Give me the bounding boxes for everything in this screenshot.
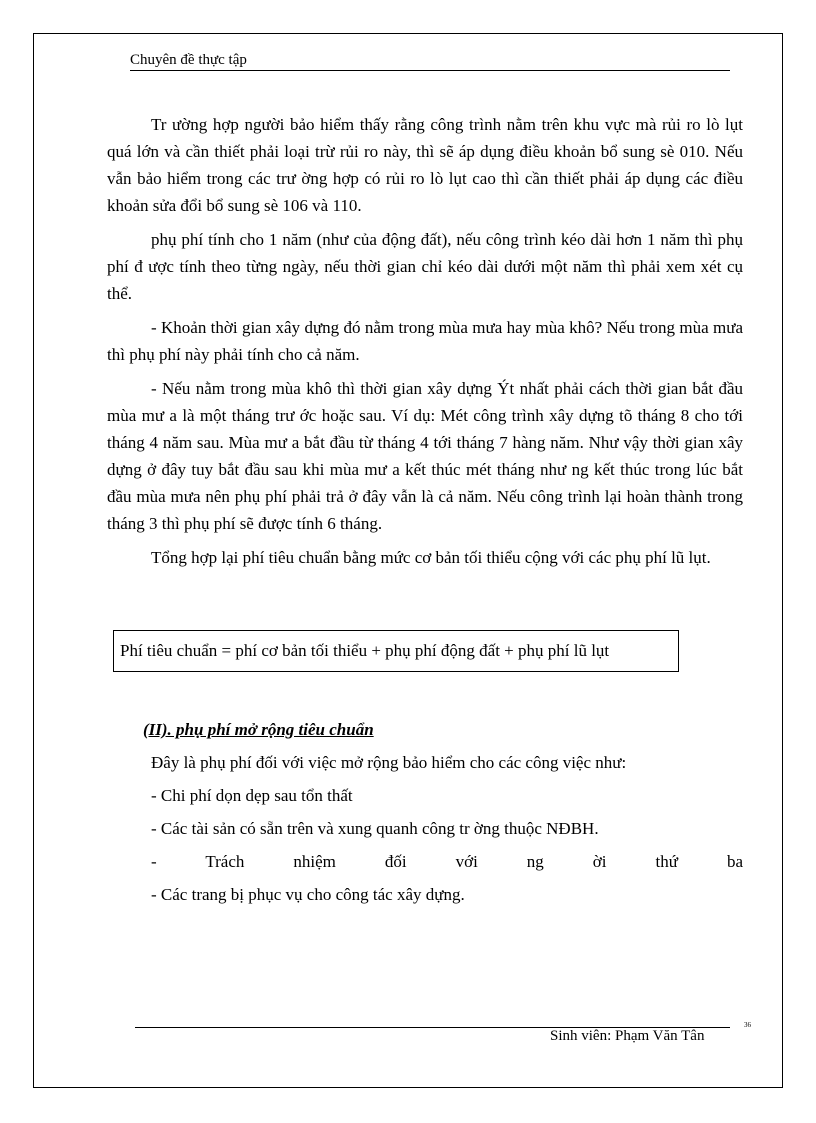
main-text — [107, 111, 743, 578]
extension-section — [143, 716, 743, 914]
paragraph-dry-season: - Nếu nằm trong mùa khô thì thời gian xây dựng Ýt nhất phải cách thời gian bắt đầu mùa mư a là một tháng trư ớc hoặc sau. Ví dụ: Mét công trình xây dựng tõ tháng 8 cho tới tháng 4 năm sau. Mùa mư a bắt đầu từ tháng 4 tới tháng 7 hàng năm. Như vậy thời gian xây dựng ở đây tuy bắt đầu sau khi mùa mư a kết thúc mét tháng như ng kết thúc trong lúc bắt đầu mùa mưa nên phụ phí phải trả ở đây vẫn là cả năm. Nếu công trình lại hoàn thành trong tháng 3 thì phụ phí sẽ được tính 6 tháng. — [107, 379, 743, 533]
section-title: (II). phụ phí mở rộng tiêu chuẩn — [143, 720, 374, 739]
formula-box: Phí tiêu chuẩn = phí cơ bản tối thiểu + phụ phí động đất + phụ phí lũ lụt — [113, 630, 679, 672]
list-item: - Các tài sản có sẵn trên và xung quanh công tr ờng thuộc NĐBH. — [151, 819, 599, 838]
paragraph-flood-exclusion: Tr ường hợp người bảo hiểm thấy rằng công trình nằm trên khu vực mà rủi ro lò lụt quá lớn và cần thiết phải loại trừ rủi ro này, thì sẽ áp dụng điều khoản bổ sung sè 010. Nếu vẫn bảo hiểm trong các trư ờng hợp có rủi ro lò lụt cao thì cần thiết phải áp dụng các điều khoản sửa đổi bổ sung sè 106 và 110. — [107, 115, 743, 215]
list-item: - Trách nhiệm đối với ng ời thứ ba — [151, 852, 743, 871]
list-item: - Các trang bị phục vụ cho công tác xây dựng. — [151, 885, 465, 904]
page-number: 36 — [744, 1021, 751, 1029]
running-header: Chuyên đề thực tập — [130, 52, 730, 71]
list-item: - Chi phí dọn dẹp sau tổn thất — [151, 786, 353, 805]
paragraph-annual-surcharge: phụ phí tính cho 1 năm (như của động đất), nếu công trình kéo dài hơn 1 năm thì phụ phí đ ược tính theo từng ngày, nếu thời gian chỉ kéo dài dưới một năm thì phải xem xét cụ thể. — [107, 230, 743, 303]
footer-student-name: Sinh viên: Phạm Văn Tân — [550, 1028, 705, 1044]
paragraph-summary: Tổng hợp lại phí tiêu chuẩn bằng mức cơ bản tối thiểu cộng với các phụ phí lũ lụt. — [151, 548, 711, 567]
section-intro: Đây là phụ phí đối với việc mở rộng bảo hiểm cho các công việc như: — [151, 753, 627, 772]
paragraph-rainy-season: - Khoản thời gian xây dựng đó nằm trong mùa mưa hay mùa khô? Nếu trong mùa mưa thì phụ phí này phải tính cho cả năm. — [107, 318, 743, 364]
